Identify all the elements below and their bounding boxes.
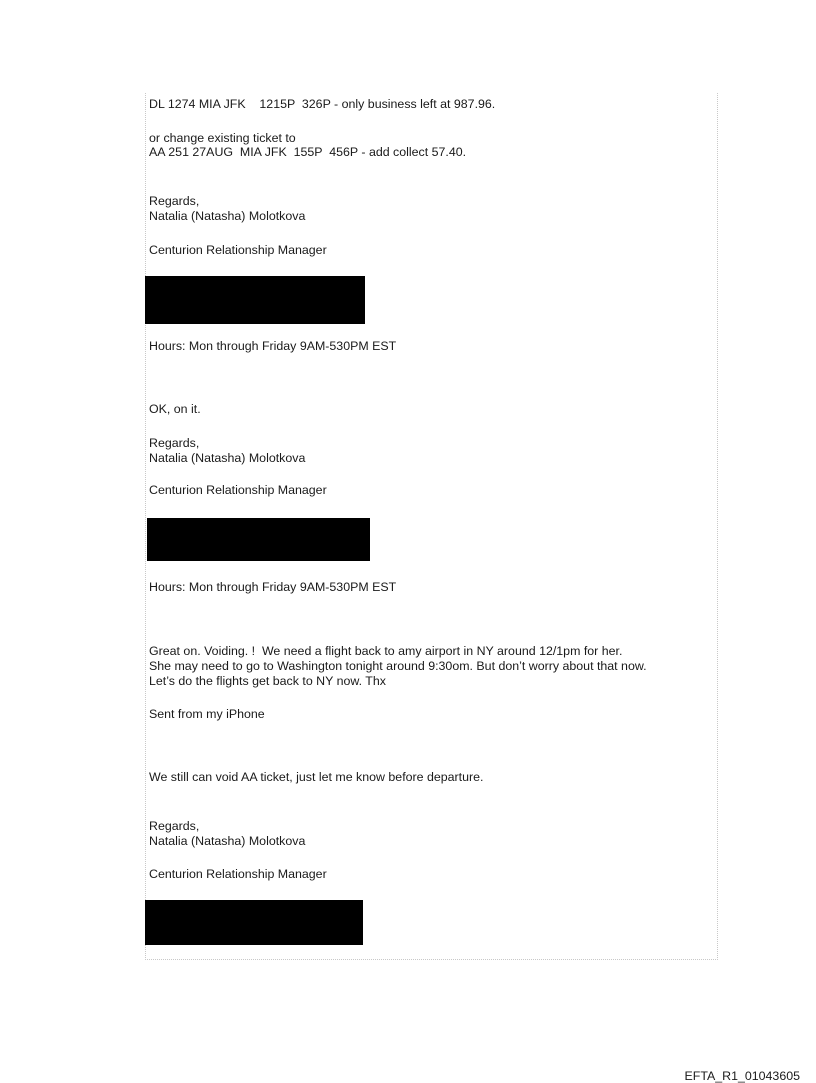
office-hours: Hours: Mon through Friday 9AM-530PM EST [149, 339, 397, 353]
sender-title: Centurion Relationship Manager [149, 243, 327, 257]
sender-title: Centurion Relationship Manager [149, 483, 327, 497]
message-line: Great on. Voiding. ! We need a flight back to amy airport in NY around 12/1pm for her. [149, 644, 623, 658]
sender-name: Natalia (Natasha) Molotkova [149, 209, 306, 223]
redaction-block [147, 518, 370, 561]
office-hours: Hours: Mon through Friday 9AM-530PM EST [149, 580, 397, 594]
regards: Regards, [149, 819, 200, 833]
message-line: She may need to go to Washington tonight around 9:30om. But don’t worry about that now. [149, 659, 647, 673]
message-line: Let’s do the flights get back to NY now. Thx [149, 674, 386, 688]
redaction-block [145, 900, 363, 945]
document-id: EFTA_R1_01043605 [684, 1069, 800, 1083]
regards: Regards, [149, 194, 200, 208]
mobile-signature: Sent from my iPhone [149, 707, 265, 721]
reply-message: OK, on it. [149, 402, 201, 416]
flight-option-american: AA 251 27AUG MIA JFK 155P 456P - add collect 57.40. [149, 145, 467, 159]
change-ticket-intro: or change existing ticket to [149, 131, 296, 145]
sender-name: Natalia (Natasha) Molotkova [149, 834, 306, 848]
regards: Regards, [149, 436, 200, 450]
sender-name: Natalia (Natasha) Molotkova [149, 451, 306, 465]
sender-title: Centurion Relationship Manager [149, 867, 327, 881]
flight-option-delta: DL 1274 MIA JFK 1215P 326P - only business left at 987.96. [149, 97, 496, 111]
redaction-block [145, 276, 365, 324]
reply-message: We still can void AA ticket, just let me know before departure. [149, 770, 484, 784]
